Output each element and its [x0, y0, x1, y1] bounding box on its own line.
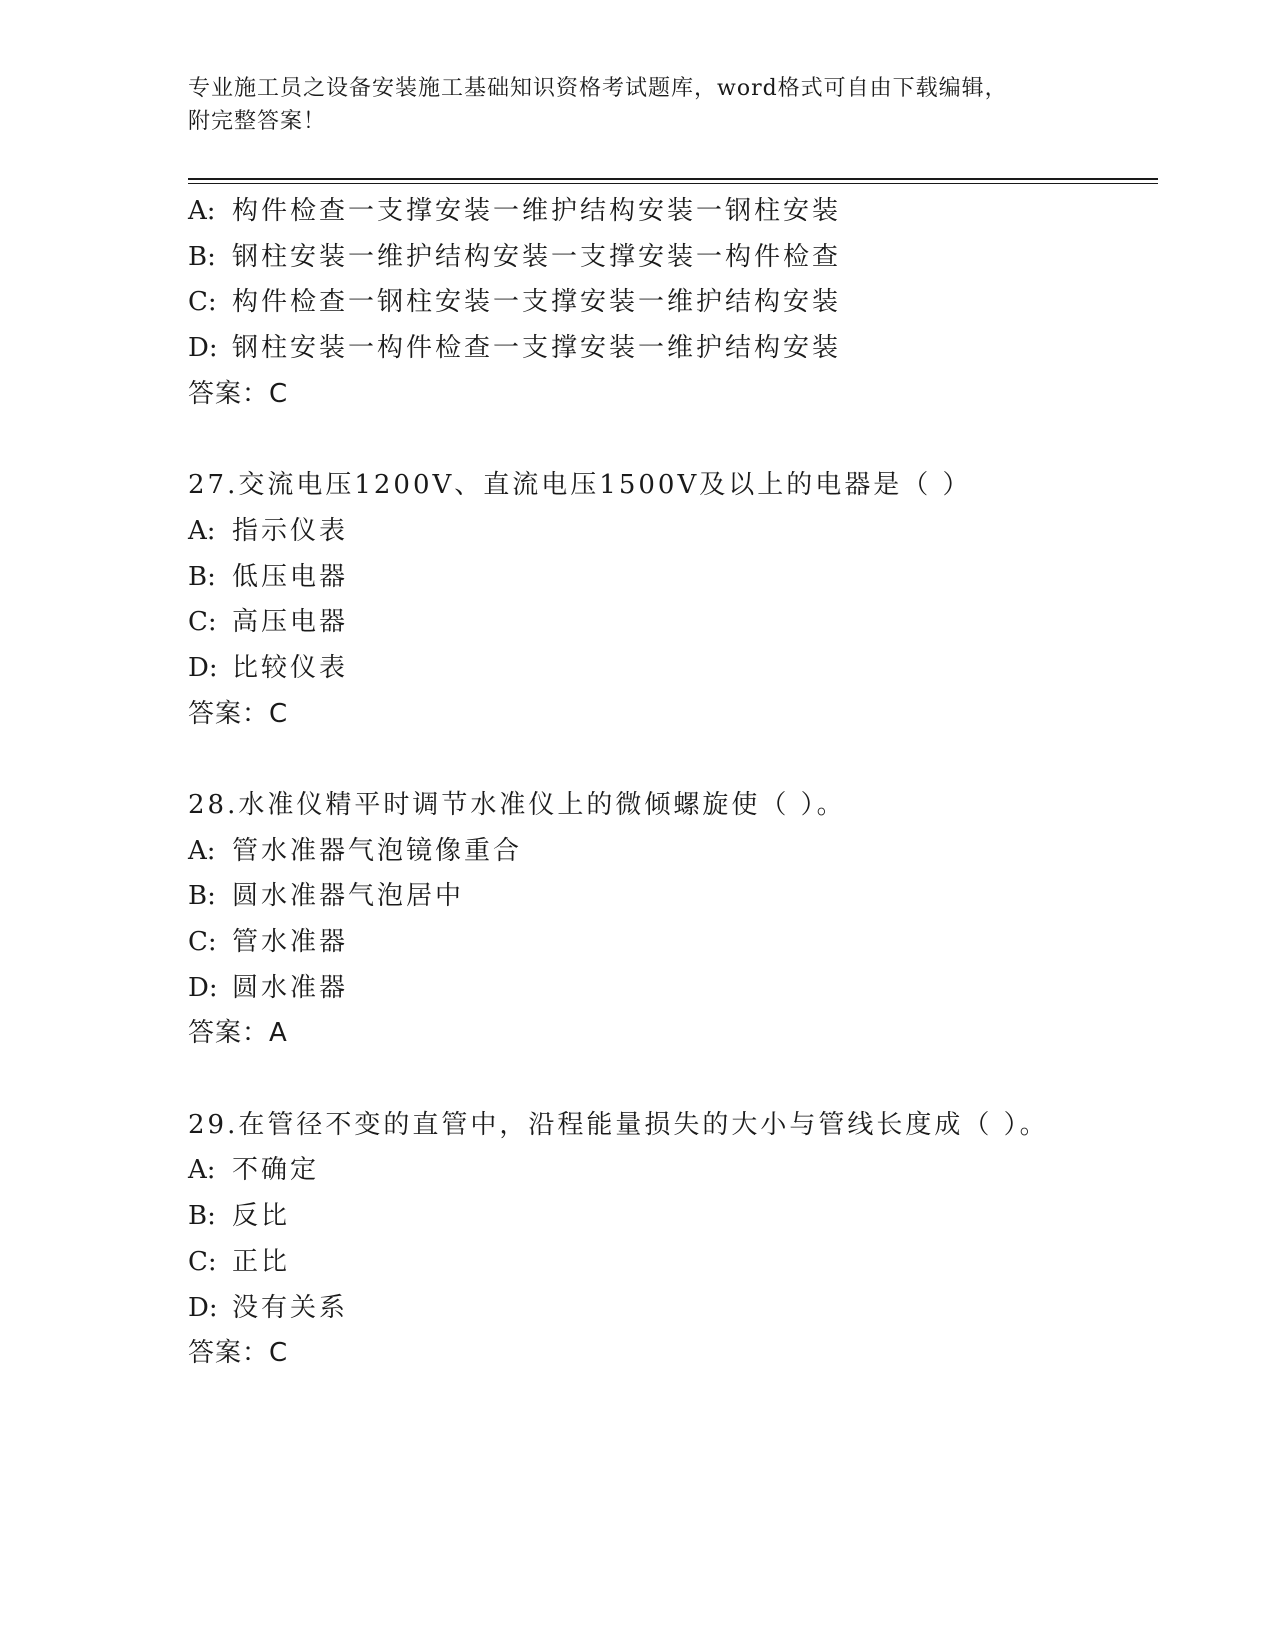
- option-text: 钢柱安装一构件检查一支撑安装一维护结构安装: [232, 333, 842, 364]
- option-text: 钢柱安装一维护结构安装一支撑安装一构件检查: [232, 241, 842, 272]
- question-27: [188, 463, 1158, 737]
- option-label: C:: [188, 607, 217, 638]
- option-label: B:: [188, 561, 216, 592]
- option-text: 圆水准器: [232, 972, 349, 1003]
- option-label: A:: [188, 196, 216, 226]
- question-stem: 29.在管径不变的直管中，沿程能量损失的大小与管线长度成（ ）。: [188, 1109, 1049, 1140]
- option-text: 高压电器: [232, 607, 349, 638]
- option-c: [188, 1240, 1158, 1286]
- header-line-1: 专业施工员之设备安装施工基础知识资格考试题库，word格式可自由下载编辑，: [188, 76, 1008, 101]
- option-text: 构件检查一支撑安装一维护结构安装一钢柱安装: [232, 196, 842, 226]
- option-text: 正比: [232, 1246, 291, 1277]
- option-a: [188, 829, 1158, 875]
- option-label: D:: [188, 1292, 218, 1323]
- header-divider-thin: [188, 183, 1158, 184]
- option-a: [188, 509, 1158, 555]
- option-text: 不确定: [232, 1155, 320, 1186]
- option-text: 指示仪表: [232, 515, 349, 546]
- spacer: [188, 1057, 1158, 1103]
- answer-line: 答案：C: [188, 698, 289, 729]
- option-d: [188, 1286, 1158, 1332]
- question-stem: 27.交流电压1200V、直流电压1500V及以上的电器是（ ）: [188, 470, 972, 501]
- option-d: [188, 966, 1158, 1012]
- option-label: D:: [188, 652, 218, 683]
- option-label: D:: [188, 972, 218, 1003]
- option-d: [188, 326, 1158, 372]
- option-b: [188, 235, 1158, 281]
- option-b: [188, 555, 1158, 601]
- option-text: 圆水准器气泡居中: [232, 881, 465, 912]
- option-label: C:: [188, 927, 217, 957]
- question-stem: 28.水准仪精平时调节水准仪上的微倾螺旋使（ ）。: [188, 789, 846, 820]
- option-text: 管水准器气泡镜像重合: [232, 835, 523, 866]
- question-28: [188, 783, 1158, 1057]
- answer-line: 答案：C: [188, 1338, 289, 1369]
- header-line-2: 附完整答案！: [188, 109, 327, 134]
- option-b: [188, 1194, 1158, 1240]
- option-label: A:: [188, 835, 216, 866]
- option-label: B:: [188, 881, 216, 912]
- option-text: 比较仪表: [232, 652, 349, 683]
- answer-line: 答案：A: [188, 1018, 288, 1049]
- option-c: [188, 280, 1158, 326]
- option-c: [188, 600, 1158, 646]
- option-text: 低压电器: [232, 561, 349, 592]
- option-label: A:: [188, 515, 216, 546]
- option-label: C:: [188, 287, 217, 318]
- option-label: B:: [188, 1201, 216, 1232]
- answer-line: 答案：C: [188, 378, 289, 409]
- option-c: [188, 920, 1158, 966]
- header-divider-thick: [188, 178, 1158, 180]
- document-header: [188, 72, 1088, 138]
- question-29: [188, 1103, 1158, 1377]
- spacer: [188, 737, 1158, 783]
- option-label: A:: [188, 1155, 216, 1186]
- spacer: [188, 417, 1158, 463]
- option-a: [188, 1148, 1158, 1194]
- option-text: 构件检查一钢柱安装一支撑安装一维护结构安装: [232, 287, 842, 318]
- option-a: [188, 189, 1158, 235]
- option-text: 管水准器: [232, 927, 349, 957]
- question-list: [188, 189, 1158, 1377]
- option-text: 没有关系: [232, 1292, 349, 1323]
- option-b: [188, 874, 1158, 920]
- option-text: 反比: [232, 1201, 291, 1232]
- option-label: D:: [188, 333, 218, 364]
- option-label: B:: [188, 241, 216, 272]
- question-26: [188, 189, 1158, 417]
- option-d: [188, 646, 1158, 692]
- option-label: C:: [188, 1246, 217, 1277]
